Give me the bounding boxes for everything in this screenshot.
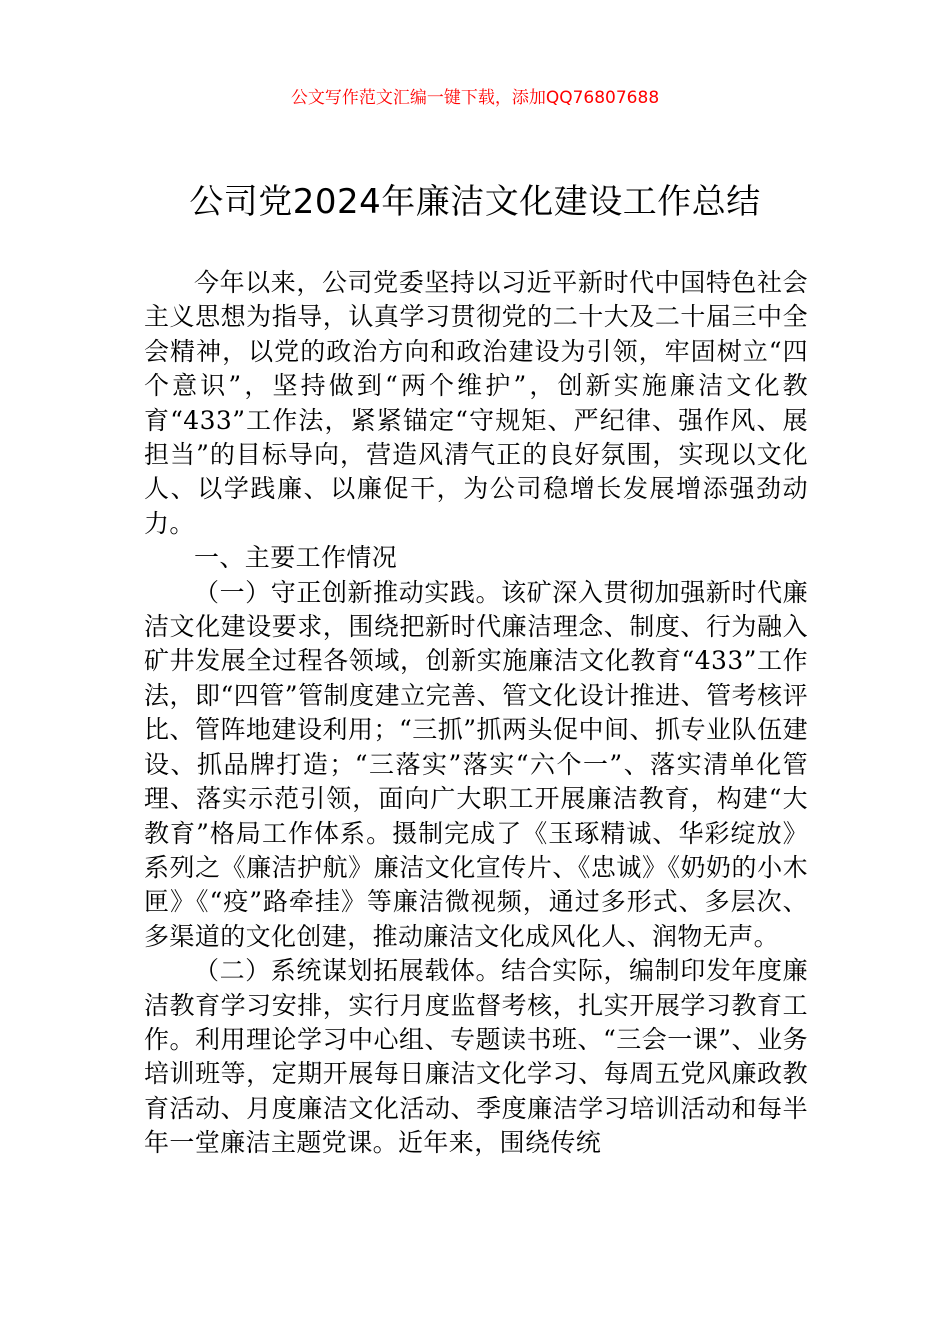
document-title: 公司党2024年廉洁文化建设工作总结	[189, 182, 761, 222]
document-body	[144, 266, 808, 1161]
section-heading-main-work: 一、主要工作情况	[194, 543, 398, 573]
paragraph-innovation-practice: （一）守正创新推动实践。该矿深入贯彻加强新时代廉洁文化建设要求，围绕把新时代廉洁理念、制度、行为融入矿井发展全过程各领域，创新实施廉洁文化教育“433”工作法，即“四管”管制度建立完善、管文化设计推进、管考核评比、管阵地建设利用；“三抓”抓两头促中间、抓专业队伍建设、抓品牌打造；“三落实”落实“六个一”、落实清单化管理、落实示范引领，面向广大职工开展廉洁教育，构建“大教育”格局工作体系。摄制完成了《玉琢精诚、华彩绽放》系列之《廉洁护航》廉洁文化宣传片、《忠诚》《奶奶的小木匣》《“疫”路牵挂》等廉洁微视频，通过多形式、多层次、多渠道的文化创建，推动廉洁文化成风化人、润物无声。	[144, 577, 808, 951]
promo-download-link[interactable]: 公文写作范文汇编一键下载，添加QQ76807688	[290, 88, 660, 108]
paragraph-system-planning: （二）系统谋划拓展载体。结合实际，编制印发年度廉洁教育学习安排，实行月度监督考核，扎实开展学习教育工作。利用理论学习中心组、专题读书班、“三会一课”、业务培训班等，定期开展每日廉洁文化学习、每周五党风廉政教育活动、月度廉洁文化活动、季度廉洁学习培训活动和每半年一堂廉洁主题党课。近年来，围绕传统	[144, 956, 808, 1158]
intro-paragraph: 今年以来，公司党委坚持以习近平新时代中国特色社会主义思想为指导，认真学习贯彻党的二十大及二十届三中全会精神，以党的政治方向和政治建设为引领，牢固树立“四个意识”，坚持做到“两个维护”，创新实施廉洁文化教育“433”工作法，紧紧锚定“守规矩、严纪律、强作风、展担当”的目标导向，营造风清气正的良好氛围，实现以文化人、以学践廉、以廉促干，为公司稳增长发展增添强劲动力。	[144, 268, 808, 538]
